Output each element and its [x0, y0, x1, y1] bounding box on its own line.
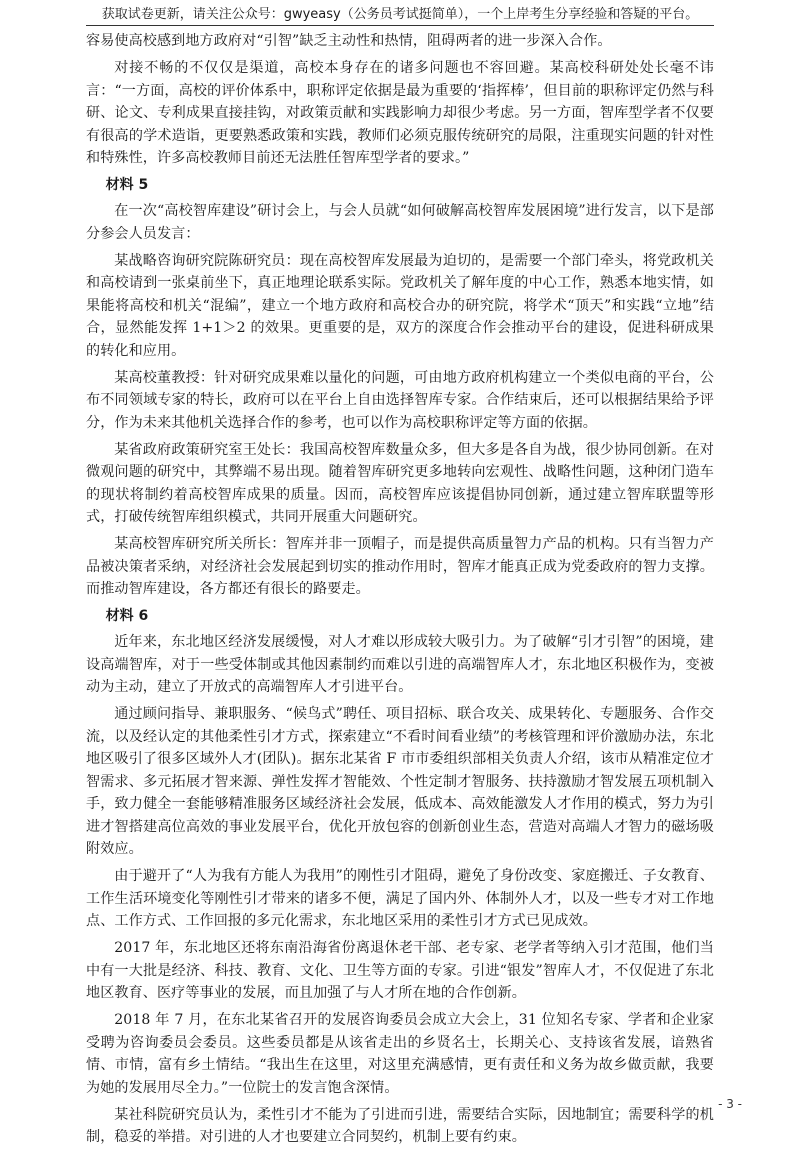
- paragraph: 近年来，东北地区经济发展缓慢，对人才难以形成较大吸引力。为了破解“引才引智”的困境，建设高端智库，对于一些受体制或其他因素制约而难以引进的高端智库人才，东北地区积极作为，变被动为主动，建立了开放式的高端智库人才引进平台。: [86, 634, 714, 695]
- paragraph: 2017 年，东北地区还将东南沿海省份离退休老干部、老专家、老学者等纳入引才范围，他们当中有一大批是经济、科技、教育、文化、卫生等方面的专家。引进“银发”智库人才，不仅促进了东北地区教育、医疗等事业的发展，而且加强了与人才所在地的合作创新。: [86, 940, 714, 1001]
- header-divider: [86, 25, 714, 26]
- paragraph: 在一次“高校智库建设”研讨会上，与会人员就“如何破解高校智库发展困境”进行发言，以下是部分参会人员发言：: [86, 203, 714, 242]
- material-6-heading: 材料 6: [105, 608, 149, 624]
- paragraph: 容易使高校感到地方政府对“引智”缺乏主动性和热情，阻碍两者的进一步深入合作。: [86, 33, 612, 49]
- paragraph: 对接不畅的不仅仅是渠道，高校本身存在的诸多问题也不容回避。某高校科研处处长毫不讳言：“一方面，高校的评价体系中，职称评定依据是最为重要的‘指挥棒’，但目前的职称评定仍然与科研、论文、专利成果直接挂钩，对政策贡献和实践影响力却很少考虑。另一方面，智库型学者不仅要有很高的学术造诣，更要熟悉政策和实践，教师们必须克服传统研究的局限，注重现实问题的针对性和特殊性，许多高校教师目前还无法胜任智库型学者的要求。”: [86, 60, 714, 166]
- paragraph: 通过顾问指导、兼职服务、“候鸟式”聘任、项目招标、联合攻关、成果转化、专题服务、合作交流，以及经认定的其他柔性引才方式，探索建立“不看时间看业绩”的考核管理和评价激励办法，东北地区吸引了很多区域外人才(团队)。据东北某省 F 市市委组织部相关负责人介绍，该市从精准定位才智需求、多元拓展才智来源、弹性发挥才智能效、个性定制才智服务、扶持激励才智发展五项机制入手，致力健全一套能够精准服务区域经济社会发展，低成本、高效能激发人才作用的模式，努力为引进才智搭建高位高效的事业发展平台，优化开放包容的创新创业生态，营造对高端人才智力的磁场吸附效应。: [86, 706, 714, 857]
- paragraph: 某战略咨询研究院陈研究员：现在高校智库发展最为迫切的，是需要一个部门牵头，将党政机关和高校请到一张桌前坐下，真正地理论联系实际。党政机关了解年度的中心工作，熟悉本地实情，如果能将高校和机关“混编”，建立一个地方政府和高校合办的研究院，将学术“顶天”和实践“立地”结合，显然能发挥 1+1＞2 的效果。更重要的是，双方的深度合作会推动平台的建设，促进科研成果的转化和应用。: [86, 252, 714, 359]
- paragraph: 某社科院研究员认为，柔性引才不能为了引进而引进，需要结合实际，因地制宜；需要科学的机制，稳妥的举措。对引进的人才也要建立合同契约，机制上要有约束。: [86, 1106, 714, 1145]
- page-header: 获取试卷更新，请关注公众号：gwyeasy（公务员考试挺简单），一个上岸考生分享经验和答疑的平台。: [101, 7, 699, 22]
- paragraph: 由于避开了“人为我有方能人为我用”的刚性引才阻碍，避免了身份改变、家庭搬迁、子女教育、工作生活环境变化等刚性引才带来的诸多不便，满足了国内外、体制外人才，以及一些专才对工作地点、工作方式、工作回报的多元化需求，东北地区采用的柔性引才方式已见成效。: [86, 868, 714, 929]
- paragraph: 某省政府政策研究室王处长：我国高校智库数量众多，但大多是各自为战，很少协同创新。在对微观问题的研究中，其弊端不易出现。随着智库研究更多地转向宏观性、战略性问题，这种闭门造车的现状将制约着高校智库成果的质量。因而，高校智库应该提倡协同创新，通过建立智库联盟等形式，打破传统智库组织模式，共同开展重大问题研究。: [86, 441, 714, 525]
- material-5-heading: 材料 5: [105, 177, 149, 193]
- page-number: - 3 -: [718, 1097, 742, 1111]
- paragraph: 2018 年 7 月，在东北某省召开的发展咨询委员会成立大会上，31 位知名专家、学者和企业家受聘为咨询委员会委员。这些委员都是从该省走出的乡贤名士，长期关心、支持该省发展，谙熟省情、市情，富有乡土情结。“我出生在这里，对这里充满感情，更有责任和义务为故乡做贡献，我要为她的发展用尽全力。”一位院士的发言饱含深情。: [86, 1012, 714, 1096]
- document-body: [86, 30, 714, 1153]
- paragraph: 某高校董教授：针对研究成果难以量化的问题，可由地方政府机构建立一个类似电商的平台，公布不同领域专家的特长，政府可以在平台上自由选择智库专家。合作结束后，还可以根据结果给予评分，作为未来其他机关选择合作的参考，也可以作为高校职称评定等方面的依据。: [86, 369, 714, 431]
- paragraph: 某高校智库研究所关所长：智库并非一顶帽子，而是提供高质量智力产品的机构。只有当智力产品被决策者采纳，对经济社会发展起到切实的推动作用时，智库才能真正成为党委政府的智力支撑。而推动智库建设，各方都还有很长的路要走。: [86, 536, 714, 597]
